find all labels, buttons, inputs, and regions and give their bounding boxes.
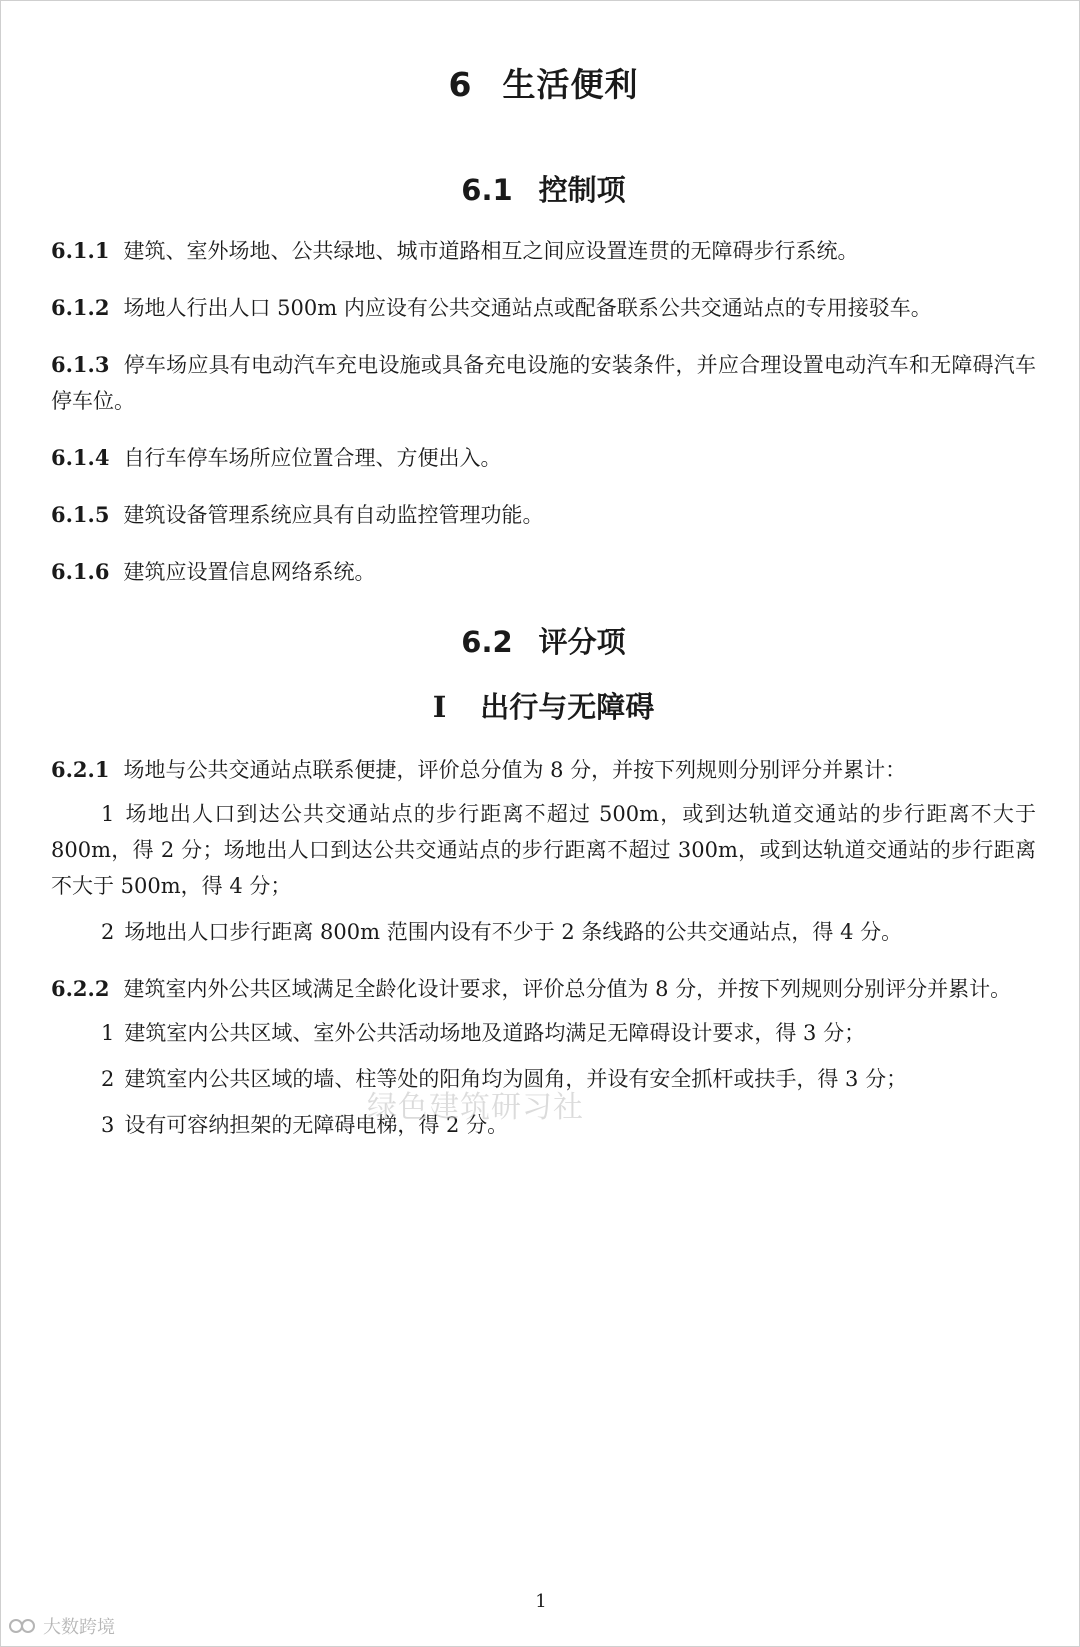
clause-text: 场地人行出人口 500m 内应设有公共交通站点或配备联系公共交通站点的专用接驳车。 [123,296,932,320]
item-number: 2 [101,920,115,944]
item-number: 1 [101,1021,115,1045]
clause-text: 停车场应具有电动汽车充电设施或具备充电设施的安装条件，并应合理设置电动汽车和无障碍汽车停车位。 [51,353,1036,413]
item-text: 场地出人口步行距离 800m 范围内设有不少于 2 条线路的公共交通站点，得 4 分。 [124,920,903,944]
clause-text: 建筑应设置信息网络系统。 [123,560,376,584]
item-number: 1 [101,802,115,826]
section-title-text: 控制项 [538,173,626,207]
logo-icon [9,1616,39,1636]
clause-6-2-1-item-2 [51,914,1036,950]
clause-number: 6.1.4 [51,445,110,470]
item-number: 2 [101,1067,115,1091]
subsection-title-text: 出行与无障碍 [480,690,655,724]
section-number: 6.2 [461,625,513,659]
item-text: 建筑室内公共区域、室外公共活动场地及道路均满足无障碍设计要求，得 3 分； [124,1021,866,1045]
clause-6-1-4 [51,440,1036,476]
clause-text: 建筑设备管理系统应具有自动监控管理功能。 [123,503,544,527]
page-content [51,59,1036,1153]
subsection-number: I [432,690,447,724]
section-number: 6.1 [461,173,513,207]
clause-text: 自行车停车场所应位置合理、方便出入。 [123,446,502,470]
clause-number: 6.1.1 [51,238,110,263]
clause-6-1-1 [51,233,1036,269]
clause-6-2-2 [51,971,1036,1007]
chapter-title-text: 生活便利 [502,65,639,104]
chapter-title [51,59,1036,106]
clause-number: 6.1.2 [51,295,110,320]
clause-6-1-3 [51,347,1036,419]
clause-6-2-2-item-1 [51,1015,1036,1051]
clause-text: 建筑、室外场地、公共绿地、城市道路相互之间应设置连贯的无障碍步行系统。 [123,239,859,263]
clause-6-1-6 [51,554,1036,590]
clause-6-1-5 [51,497,1036,533]
corner-logo [9,1613,115,1639]
watermark: 绿色建筑研习社 [367,1090,584,1125]
logo-text: 大数跨境 [43,1617,115,1638]
chapter-number: 6 [448,65,473,104]
item-number: 3 [101,1113,115,1137]
clause-number: 6.2.1 [51,757,110,782]
clause-number: 6.1.5 [51,502,110,527]
section-title-6-2 [51,620,1036,661]
clause-6-2-1-item-1 [51,796,1036,904]
clause-text: 场地与公共交通站点联系便捷，评价总分值为 8 分，并按下列规则分别评分并累计： [123,758,907,782]
subsection-title [51,685,1036,726]
clause-number: 6.2.2 [51,976,110,1001]
page-number: 1 [535,1591,547,1612]
clause-number: 6.1.3 [51,352,110,377]
item-text: 设有可容纳担架的无障碍电梯，得 2 分。 [124,1113,509,1137]
clause-6-2-1 [51,752,1036,788]
clause-number: 6.1.6 [51,559,110,584]
section-title-text: 评分项 [538,625,626,659]
clause-text: 建筑室内外公共区域满足全龄化设计要求，评价总分值为 8 分，并按下列规则分别评分并累计。 [123,977,1012,1001]
item-text: 建筑室内公共区域的墙、柱等处的阳角均为圆角，并设有安全抓杆或扶手，得 3 分； [124,1067,908,1091]
item-text: 场地出人口到达公共交通站点的步行距离不超过 500m，或到达轨道交通站的步行距离不大于 800m，得 2 分；场地出人口到达公共交通站点的步行距离不超过 300m，或到达轨道交通站的步行距离不大于 500m，得 4 分； [51,802,1036,898]
section-title-6-1 [51,168,1036,209]
clause-6-1-2 [51,290,1036,326]
